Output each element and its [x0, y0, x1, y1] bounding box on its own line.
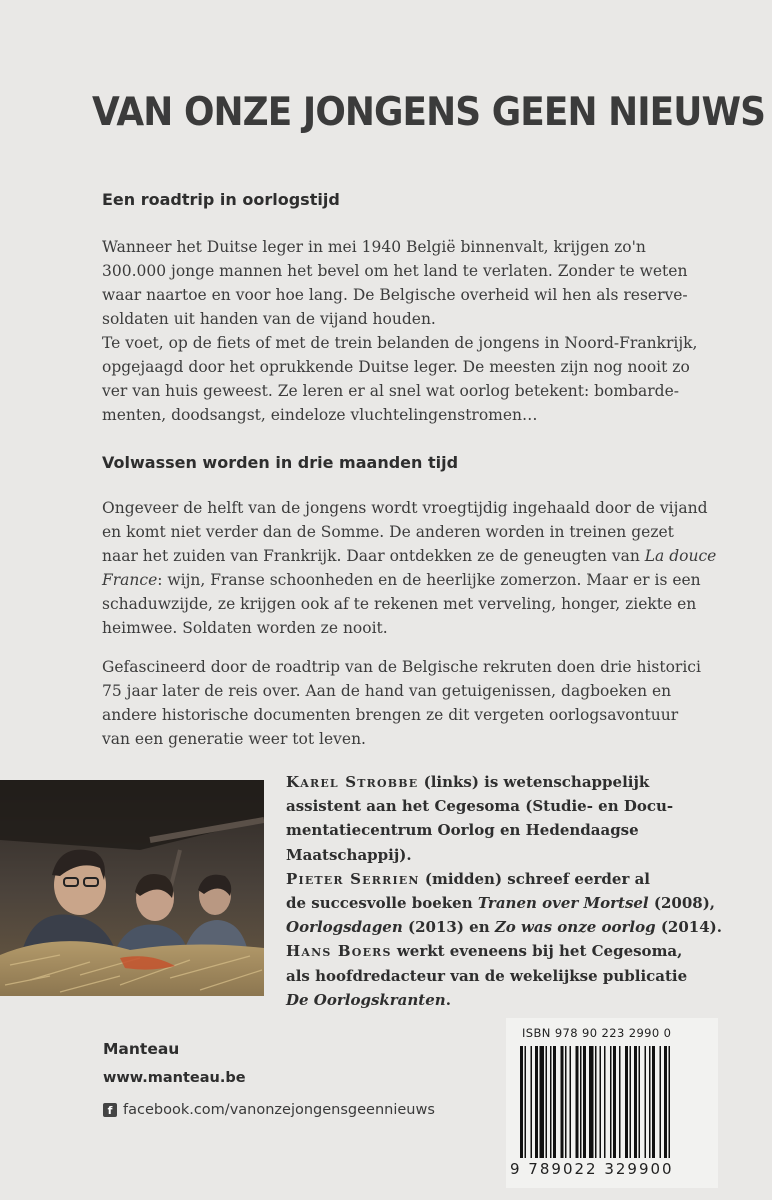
barcode-bar: [565, 1046, 567, 1158]
barcode-bar: [652, 1046, 655, 1158]
text-fragment: (links) is wetenschappelijk: [418, 773, 650, 791]
barcode-bar: [619, 1046, 621, 1158]
barcode: [506, 1046, 718, 1160]
text-line: [286, 867, 746, 891]
paragraph-roadtrip: [102, 235, 702, 427]
barcode-bar: [630, 1046, 632, 1158]
text-fragment: .: [445, 990, 451, 1009]
text-line: van een generatie weer tot leven.: [102, 730, 366, 748]
italic-title: Oorlogsdagen: [286, 918, 403, 937]
author-name: Hans Boers: [286, 942, 392, 961]
text-fragment: naar het zuiden van Frankrijk. Daar ontdekken ze de geneugten van: [102, 547, 645, 565]
text-line: 75 jaar later de reis over. Aan de hand van getuigenissen, dagboeken en: [102, 682, 672, 700]
barcode-bar: [660, 1046, 662, 1158]
barcode-bar: [595, 1046, 597, 1158]
text-fragment: de succesvolle boeken: [286, 894, 478, 913]
publisher-name: Manteau: [103, 1040, 180, 1058]
text-fragment: : wijn, Franse schoonheden en de heerlijke zomerzon. Maar er is een: [157, 571, 701, 589]
text-line: [286, 915, 746, 939]
text-line: waar naartoe en voor hoe lang. De Belgische overheid wil hen als reserve-: [102, 286, 688, 304]
barcode-bar: [610, 1046, 612, 1158]
author-name: Pieter Serrien: [286, 869, 420, 888]
facebook-url: facebook.com/vanonzejongensgeennieuws: [123, 1102, 435, 1118]
text-line: [286, 891, 746, 915]
text-fragment: (2014).: [655, 918, 722, 937]
paragraph-historici: [102, 655, 702, 751]
barcode-bar: [604, 1046, 606, 1158]
barcode-bar: [550, 1046, 552, 1158]
text-line: schaduwzijde, ze krijgen ook af te rekenen met verveling, honger, ziekte en: [102, 595, 697, 613]
text-line: andere historische documenten brengen ze dit vergeten oorlogsavontuur: [102, 706, 679, 724]
text-line: [102, 544, 717, 568]
section-heading-roadtrip: Een roadtrip in oorlogstijd: [102, 190, 340, 209]
text-line: assistent aan het Cegesoma (Studie- en Docu-: [286, 797, 674, 816]
barcode-bar: [613, 1046, 616, 1158]
text-line: mentatiecentrum Oorlog en Hedendaagse: [286, 821, 639, 840]
barcode-bar: [600, 1046, 602, 1158]
barcode-bar: [589, 1046, 594, 1158]
paragraph-somme: [102, 496, 717, 640]
barcode-bar: [664, 1046, 667, 1158]
barcode-bar: [625, 1046, 628, 1158]
text-line: Wanneer het Duitse leger in mei 1940 België binnenvalt, krijgen zo'n: [102, 238, 646, 256]
barcode-bar: [553, 1046, 556, 1158]
text-line: als hoofdredacteur van de wekelijkse publicatie: [286, 966, 688, 985]
publisher-website-link[interactable]: www.manteau.be: [103, 1070, 246, 1086]
barcode-bar: [583, 1046, 586, 1158]
text-line: [286, 770, 746, 794]
barcode-bar: [669, 1046, 671, 1158]
barcode-bar: [570, 1046, 572, 1158]
barcode-bar: [576, 1046, 579, 1158]
facebook-link[interactable]: [103, 1102, 435, 1118]
barcode-panel: [506, 1018, 718, 1188]
barcode-bar: [645, 1046, 647, 1158]
italic-title: De Oorlogskranten: [286, 990, 446, 1009]
barcode-bar: [535, 1046, 538, 1158]
text-fragment: (midden) schreef eerder al: [419, 869, 650, 888]
text-fragment: werkt eveneens bij het Cegesoma,: [391, 942, 683, 961]
isbn-label: ISBN 978 90 223 2990 0: [522, 1026, 672, 1040]
barcode-bar: [531, 1046, 533, 1158]
text-line: en komt niet verder dan de Somme. De anderen worden in treinen gezet: [102, 523, 674, 541]
text-line: Maatschappij).: [286, 845, 412, 864]
text-fragment: (2013) en: [402, 918, 495, 937]
barcode-bar: [525, 1046, 527, 1158]
authors-photo: [0, 780, 264, 996]
text-line: [286, 988, 746, 1012]
book-title: VAN ONZE JONGENS GEEN NIEUWS: [92, 90, 766, 135]
italic-title: La douce: [644, 547, 717, 565]
barcode-bar: [639, 1046, 641, 1158]
text-line: Ongeveer de helft van de jongens wordt vroegtijdig ingehaald door de vijand: [102, 499, 708, 517]
text-line: 300.000 jonge mannen het bevel om het land te verlaten. Zonder te weten: [102, 262, 688, 280]
section-heading-volwassen: Volwassen worden in drie maanden tijd: [102, 453, 459, 472]
text-line: Gefascineerd door de roadtrip van de Belgische rekruten doen drie historici: [102, 658, 701, 676]
barcode-number: 9 789022 329900: [510, 1160, 674, 1178]
text-line: [286, 939, 746, 963]
text-line: menten, doodsangst, eindeloze vluchtelingenstromen…: [102, 406, 538, 424]
italic-title: Zo was onze oorlog: [494, 918, 656, 937]
text-line: soldaten uit handen van de vijand houden.: [102, 310, 436, 328]
text-fragment: (2008),: [648, 894, 716, 913]
barcode-bar: [561, 1046, 564, 1158]
barcode-bar: [520, 1046, 523, 1158]
barcode-bar: [649, 1046, 651, 1158]
text-line: heimwee. Soldaten worden ze nooit.: [102, 619, 388, 637]
facebook-icon: f: [103, 1103, 117, 1117]
barcode-bar: [634, 1046, 637, 1158]
text-line: [102, 568, 702, 592]
barcode-bar: [546, 1046, 548, 1158]
text-line: Te voet, op de fiets of met de trein belanden de jongens in Noord-Frankrijk,: [102, 334, 698, 352]
italic-title: Tranen over Mortsel: [477, 894, 649, 913]
text-line: opgejaagd door het oprukkende Duitse leger. De meesten zijn nog nooit zo: [102, 358, 690, 376]
italic-title: France: [102, 571, 158, 589]
barcode-bar: [540, 1046, 545, 1158]
author-name: Karel Strobbe: [286, 773, 419, 791]
author-bios: [286, 770, 746, 1012]
barcode-bar: [580, 1046, 582, 1158]
text-line: ver van huis geweest. Ze leren er al snel wat oorlog betekent: bombarde-: [102, 382, 679, 400]
